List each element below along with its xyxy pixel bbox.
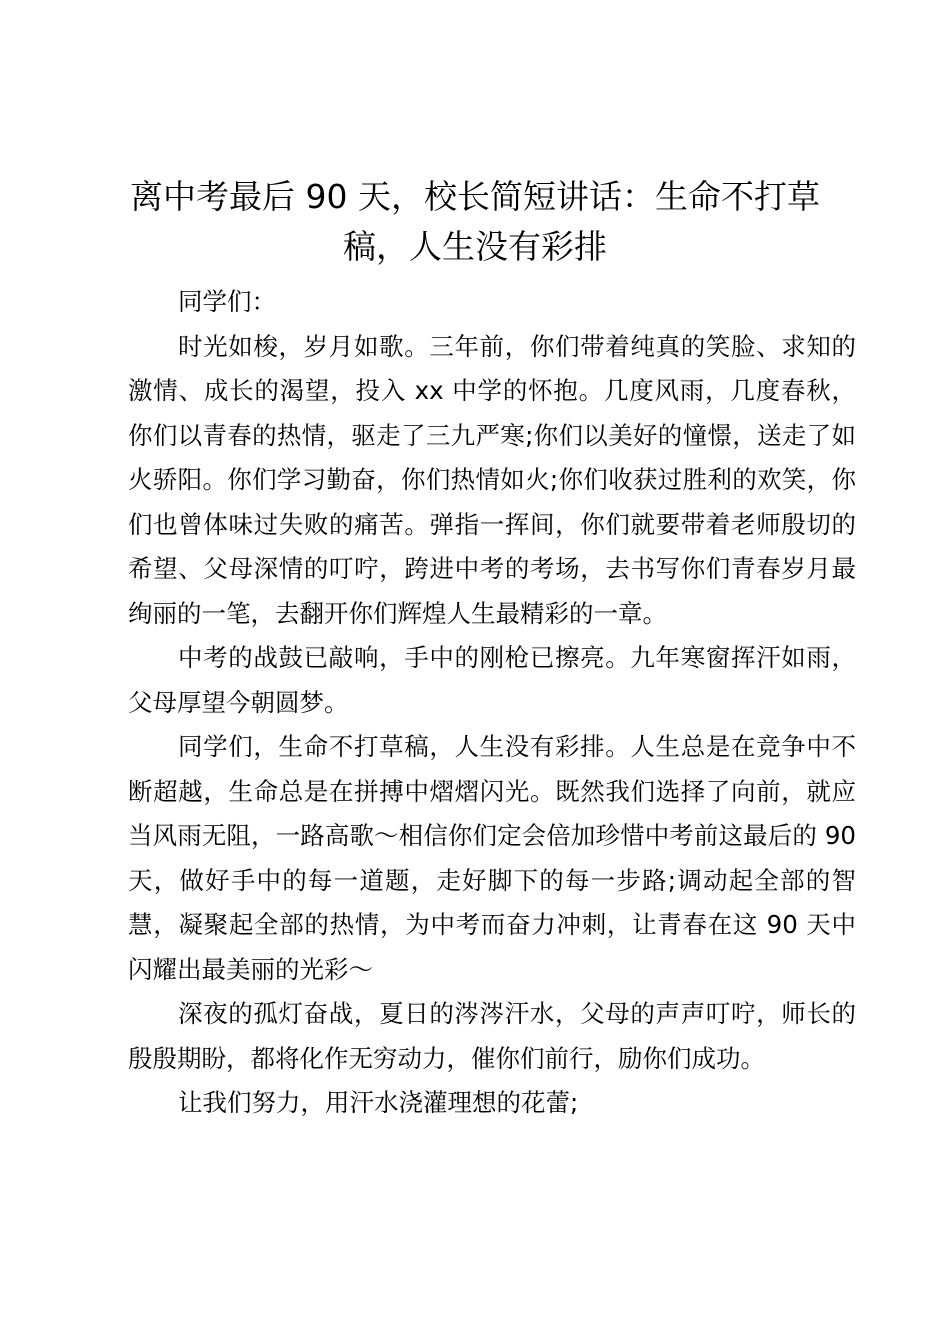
body-paragraph: 时光如梭，岁月如歌。三年前，你们带着纯真的笑脸、求知的激情、成长的渴望，投入 xx 中学的怀抱。几度风雨，几度春秋，你们以青春的热情，驱走了三九严寒;你们以美好的憧憬，送走了如火骄阳。你们学习勤奋，你们热情如火;你们收获过胜利的欢笑，你们也曾体味过失败的痛苦。弹指一挥间，你们就要带着老师殷切的希望、父母深情的叮咛，跨进中考的考场，去书写你们青春岁月最绚丽的一笔，去翻开你们辉煌人生最精彩的一章。 bbox=[128, 331, 856, 628]
body-paragraph: 中考的战鼓已敲响，手中的刚枪已擦亮。九年寒窗挥汗如雨，父母厚望今朝圆梦。 bbox=[128, 643, 856, 717]
body-paragraph: 深夜的孤灯奋战，夏日的涔涔汗水，父母的声声叮咛，师长的殷殷期盼，都将化作无穷动力，催你们前行，励你们成功。 bbox=[128, 999, 856, 1073]
body-paragraph: 同学们，生命不打草稿，人生没有彩排。人生总是在竞争中不断超越，生命总是在拼搏中熠熠闪光。既然我们选择了向前，就应当风雨无阻，一路高歌～相信你们定会倍加珍惜中考前这最后的 90 天，做好手中的每一道题，走好脚下的每一步路;调动起全部的智慧，凝聚起全部的热情，为中考而奋力冲刺，让青春在这 90 天中闪耀出最美丽的光彩～ bbox=[128, 732, 856, 984]
document-title: 离中考最后 90 天，校长简短讲话：生命不打草稿，人生没有彩排 bbox=[130, 177, 820, 266]
body-paragraph: 让我们努力，用汗水浇灌理想的花蕾; bbox=[178, 1088, 579, 1117]
salutation-paragraph: 同学们： bbox=[178, 287, 276, 316]
document-body bbox=[128, 280, 856, 1126]
